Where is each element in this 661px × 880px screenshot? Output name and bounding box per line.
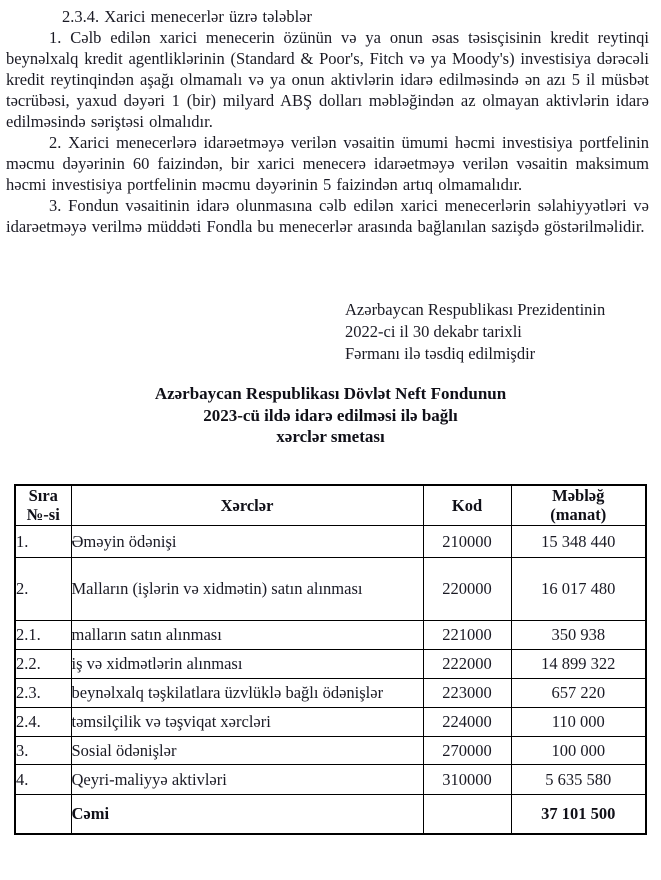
expense-kod: 210000 (423, 526, 511, 558)
expense-kod: 223000 (423, 679, 511, 708)
expense-name: beynəlxalq təşkilatlara üzvlüklə bağlı ödənişlər (71, 679, 423, 708)
table-row (15, 621, 646, 650)
row-number: 2. (15, 558, 71, 621)
table-row (15, 679, 646, 708)
expense-name: Əməyin ödənişi (71, 526, 423, 558)
header-sira-nsi: Sıra №-si (15, 485, 71, 526)
expense-name: iş və xidmətlərin alınması (71, 650, 423, 679)
row-number: 2.4. (15, 708, 71, 737)
paragraph-3: 3. Fondun vəsaitinin idarə olunmasına cəlb edilən xarici menecerlərin səlahiyyətləri və idarəetməyə verilmə müddəti Fondla bu menecerlər arasında bağlanılan sazişdə göstərilməlidir. (6, 196, 649, 236)
title-line-1: Azərbaycan Respublikası Dövlət Neft Fondunun (154, 384, 507, 403)
expense-amount: 5 635 580 (511, 765, 646, 795)
approval-line-1: Azərbaycan Respublikası Prezidentinin (345, 300, 606, 319)
paragraph-1: 1. Cəlb edilən xarici menecerin özünün və ya onun əsas təsisçisinin kredit reytinqi beynəlxalq kredit agentliklərinin (Standard & Poor's, Fitch və ya Moody's) investisiya dərəcəli kredit reytinqindən aşağı olmamalı və ya onun aktivlərin idarə edilməsində ən azı 5 il müsbət təcrübəsi, yaxud dəyəri 1 (bir) milyard ABŞ dolları məbləğindən az olmayan aktivlərin idarə edilməsində səriştəsi olmalıdır. (6, 28, 649, 131)
expense-kod: 222000 (423, 650, 511, 679)
document-title (0, 383, 661, 448)
paragraph-2: 2. Xarici menecerlərə idarəetməyə verilən vəsaitin ümumi həcmi investisiya portfelinin məcmu dəyərinin 60 faizindən, bir xarici menecerə idarəetməyə verilən vəsaitin maksimum həcmi investisiya portfelinin məcmu dəyərinin 5 faizindən artıq olmamalıdır. (6, 133, 649, 194)
row-number: 2.2. (15, 650, 71, 679)
expense-amount: 14 899 322 (511, 650, 646, 679)
approval-line-3: Fərmanı ilə təsdiq edilmişdir (345, 344, 536, 363)
table-row (15, 558, 646, 621)
row-number: 4. (15, 765, 71, 795)
table-row (15, 650, 646, 679)
title-line-2: 2023-cü ildə idarə edilməsi ilə bağlı (203, 405, 458, 425)
total-empty-kod (423, 795, 511, 834)
approval-line-2: 2022-ci il 30 dekabr tarixli (345, 322, 522, 341)
expense-amount: 15 348 440 (511, 526, 646, 558)
expense-kod: 220000 (423, 558, 511, 621)
expense-amount: 16 017 480 (511, 558, 646, 621)
total-label: Cəmi (71, 795, 423, 834)
expenses-table (14, 484, 647, 835)
expense-name: malların satın alınması (71, 621, 423, 650)
row-number: 2.1. (15, 621, 71, 650)
expense-name: Qeyri-maliyyə aktivləri (71, 765, 423, 795)
expense-kod: 310000 (423, 765, 511, 795)
expense-name: Sosial ödənişlər (71, 737, 423, 765)
expense-kod: 221000 (423, 621, 511, 650)
regulation-text-block (0, 0, 661, 237)
expense-amount: 100 000 (511, 737, 646, 765)
expense-name: Malların (işlərin və xidmətin) satın alınması (71, 558, 423, 621)
expense-name: təmsilçilik və təşviqat xərcləri (71, 708, 423, 737)
table-header-row (15, 485, 646, 526)
expense-amount: 350 938 (511, 621, 646, 650)
header-kod: Kod (423, 485, 511, 526)
table-row (15, 737, 646, 765)
expense-kod: 270000 (423, 737, 511, 765)
header-mebleg: Məbləğ (manat) (511, 485, 646, 526)
row-number: 3. (15, 737, 71, 765)
title-line-3: xərclər smetası (276, 427, 385, 446)
table-row (15, 526, 646, 558)
expense-amount: 657 220 (511, 679, 646, 708)
expense-amount: 110 000 (511, 708, 646, 737)
section-heading: 2.3.4. Xarici menecerlər üzrə tələblər (62, 7, 312, 26)
total-amount: 37 101 500 (511, 795, 646, 834)
total-empty-num (15, 795, 71, 834)
table-total-row (15, 795, 646, 834)
row-number: 2.3. (15, 679, 71, 708)
table-row (15, 708, 646, 737)
table-row (15, 765, 646, 795)
header-xercler: Xərclər (71, 485, 423, 526)
row-number: 1. (15, 526, 71, 558)
approval-block (345, 299, 661, 365)
expense-kod: 224000 (423, 708, 511, 737)
